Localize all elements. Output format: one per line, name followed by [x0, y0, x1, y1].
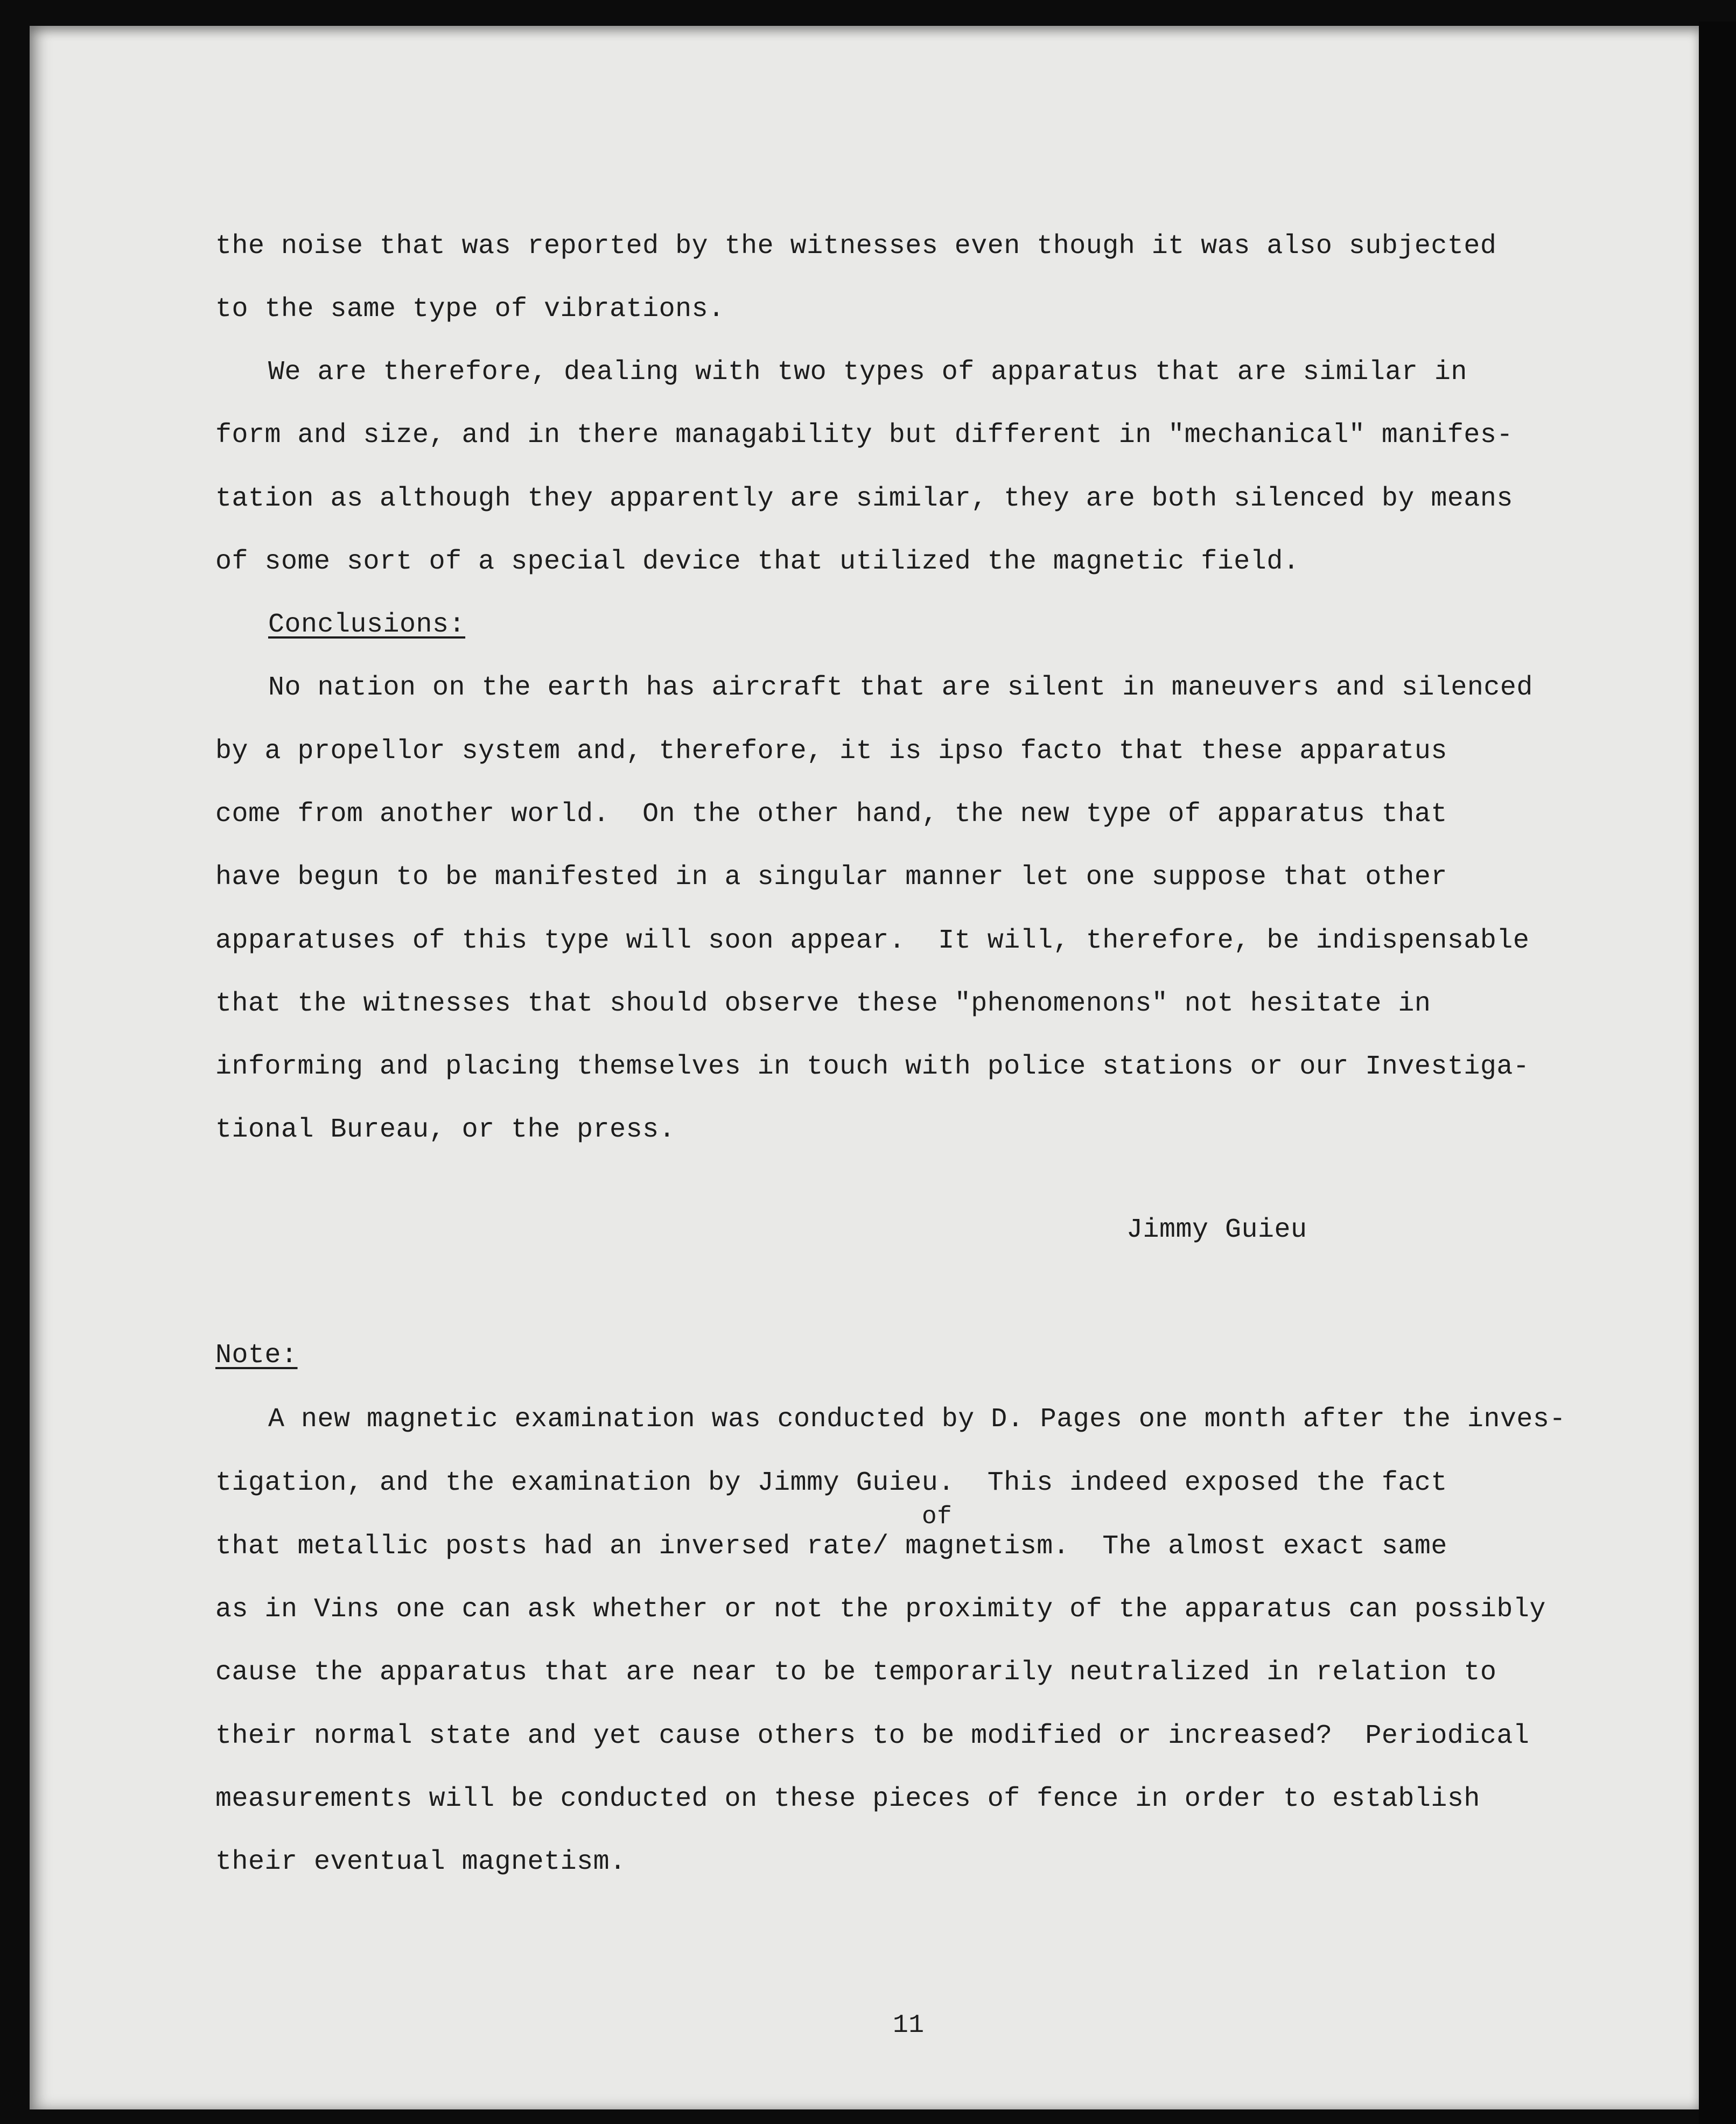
conclusions-line-7: informing and placing themselves in touch with police stations or our Investiga-: [215, 1052, 1530, 1082]
conclusions-line-1: No nation on the earth has aircraft that are silent in maneuvers and silenced: [268, 672, 1533, 703]
paragraph-2-line-4: of some sort of a special device that utilized the magnetic field.: [215, 546, 1300, 577]
conclusions-line-2: by a propellor system and, therefore, it is ipso facto that these apparatus: [215, 736, 1447, 767]
conclusions-line-5: apparatuses of this type will soon appear. It will, therefore, be indispensable: [215, 926, 1530, 956]
note-line-8: their eventual magnetism.: [215, 1847, 626, 1877]
paragraph-2-line-3: tation as although they apparently are similar, they are both silenced by means: [215, 483, 1513, 514]
interlinear-insertion: of: [922, 1503, 953, 1531]
page-number: 11: [893, 2011, 925, 2040]
note-line-5: cause the apparatus that are near to be temporarily neutralized in relation to: [215, 1657, 1497, 1688]
paragraph-2-line-1: We are therefore, dealing with two types of apparatus that are similar in: [268, 357, 1467, 388]
conclusions-line-6: that the witnesses that should observe these "phenomenons" not hesitate in: [215, 989, 1431, 1019]
note-heading: Note:: [215, 1340, 298, 1371]
note-line-6: their normal state and yet cause others to be modified or increased? Periodical: [215, 1721, 1530, 1751]
note-line-7: measurements will be conducted on these pieces of fence in order to establish: [215, 1784, 1480, 1814]
paragraph-1-line-2: to the same type of vibrations.: [215, 294, 725, 325]
signature: Jimmy Guieu: [1126, 1215, 1307, 1245]
paragraph-2-line-2: form and size, and in there managability but different in "mechanical" manifes-: [215, 420, 1513, 451]
note-line-3: that metallic posts had an inversed rate/ magnetism. The almost exact same: [215, 1531, 1447, 1562]
note-line-4: as in Vins one can ask whether or not the proximity of the apparatus can possibly: [215, 1594, 1546, 1625]
note-line-2: tigation, and the examination by Jimmy Guieu. This indeed exposed the fact: [215, 1468, 1447, 1498]
note-line-1: A new magnetic examination was conducted by D. Pages one month after the inves-: [268, 1404, 1566, 1435]
conclusions-line-8: tional Bureau, or the press.: [215, 1114, 676, 1145]
paragraph-1-line-1: the noise that was reported by the witnesses even though it was also subjected: [215, 231, 1497, 262]
conclusions-line-4: have begun to be manifested in a singular manner let one suppose that other: [215, 862, 1447, 893]
conclusions-heading: Conclusions:: [268, 609, 466, 640]
conclusions-line-3: come from another world. On the other hand, the new type of apparatus that: [215, 799, 1447, 830]
scan-edge: [1699, 22, 1736, 2124]
